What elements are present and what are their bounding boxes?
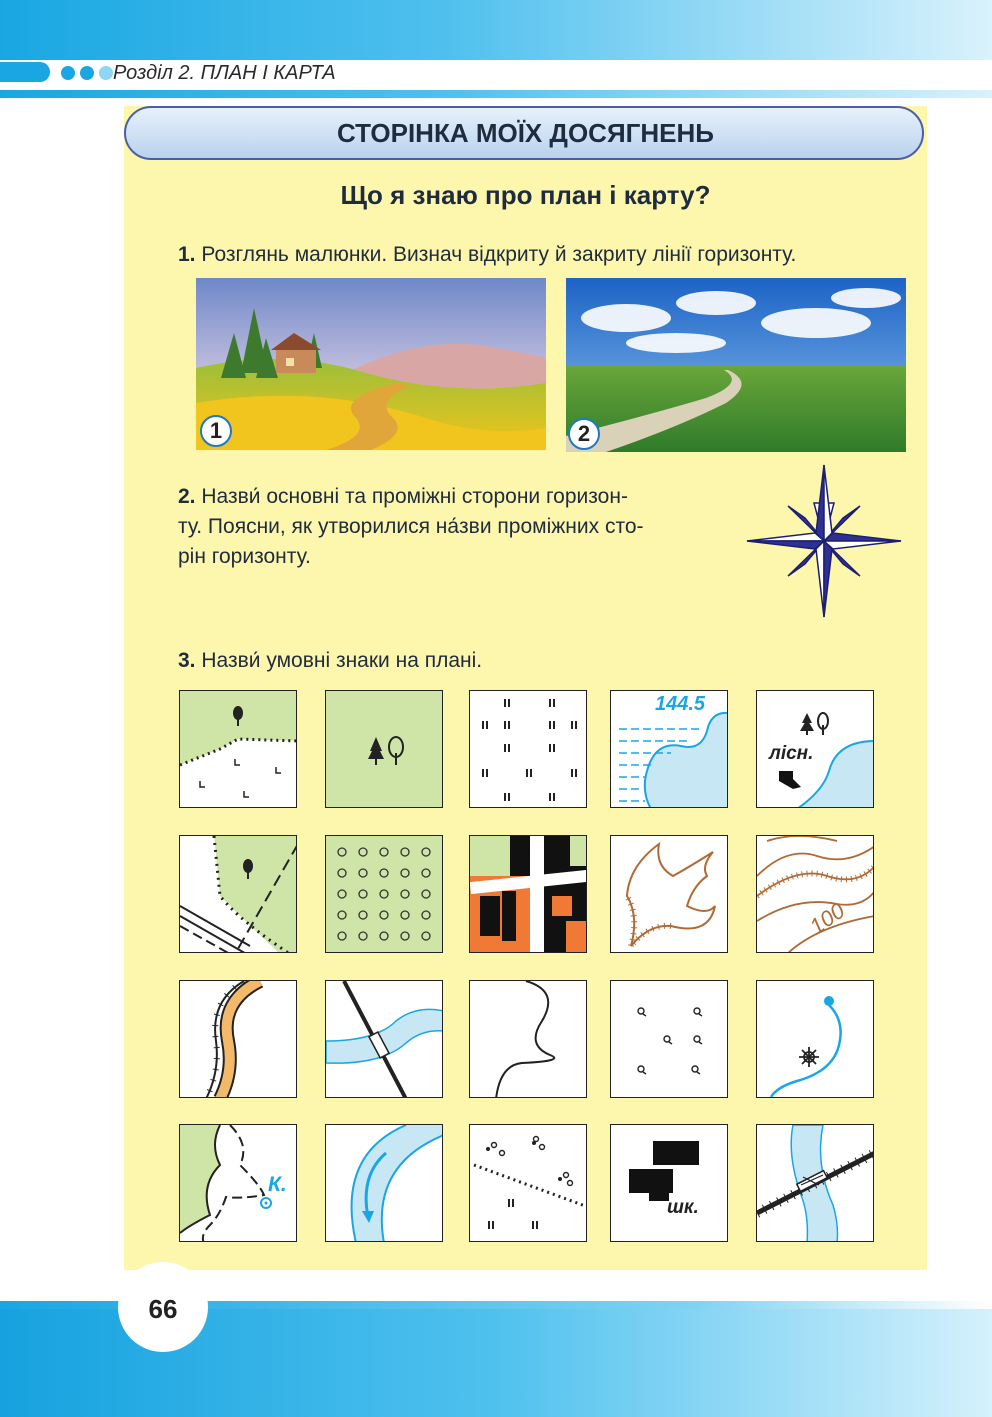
task-2-line-3: рін горизонту. bbox=[178, 545, 311, 568]
symbol-fence-mixed-vegetation bbox=[469, 1124, 587, 1242]
school-label: шк. bbox=[667, 1197, 699, 1218]
symbol-contour-lines bbox=[756, 835, 874, 953]
task-1-number: 1. bbox=[178, 243, 196, 266]
forestry-label: лісн. bbox=[769, 743, 814, 764]
header-dot bbox=[61, 66, 75, 80]
symbol-dirt-road bbox=[469, 980, 587, 1098]
symbol-sparse-trees bbox=[610, 980, 728, 1098]
symbol-highway-railway bbox=[179, 980, 297, 1098]
symbol-mixed-forest bbox=[325, 690, 443, 808]
section-header: Розділ 2. ПЛАН І КАРТА bbox=[113, 62, 336, 84]
well-label: К. bbox=[268, 1173, 287, 1196]
task-2 bbox=[178, 482, 738, 572]
task-3-text: Назви́ умовні знаки на плані. bbox=[201, 649, 483, 672]
symbol-meadow-forest-edge bbox=[179, 690, 297, 808]
task-2-line-2: ту. Поясни, як утворилися на́зви проміжних сто- bbox=[178, 515, 644, 538]
height-mark-label: 144.5 bbox=[655, 693, 706, 715]
header-stripe bbox=[0, 62, 50, 82]
symbol-forestry-building bbox=[756, 690, 874, 808]
page-subtitle: Що я знаю про план і карту? bbox=[340, 180, 711, 210]
hills-illustration bbox=[196, 278, 546, 450]
picture-1-badge: 1 bbox=[200, 415, 232, 447]
page-number: 66 bbox=[148, 1294, 178, 1324]
symbol-bridge-river bbox=[325, 980, 443, 1098]
task-2-number: 2. bbox=[178, 485, 196, 508]
header-dot bbox=[99, 66, 113, 80]
task-1 bbox=[178, 240, 918, 270]
symbol-settlement-blocks bbox=[469, 835, 587, 953]
symbol-grass-meadow bbox=[469, 690, 587, 808]
task-1-text: Розглянь малюнки. Визнач відкриту й закриту лінії горизонту. bbox=[201, 243, 797, 266]
symbol-river-flow bbox=[325, 1124, 443, 1242]
symbol-well-path bbox=[179, 1124, 297, 1242]
task-3-number: 3. bbox=[178, 649, 196, 672]
symbol-orchard bbox=[325, 835, 443, 953]
symbol-spring-stream bbox=[756, 980, 874, 1098]
symbol-school-buildings bbox=[610, 1124, 728, 1242]
symbol-marsh-water bbox=[610, 690, 728, 808]
landscape-picture-2 bbox=[566, 278, 906, 452]
field-photo bbox=[566, 278, 906, 452]
header-dot bbox=[80, 66, 94, 80]
symbol-railway-bridge bbox=[756, 1124, 874, 1242]
symbol-roads-forest bbox=[179, 835, 297, 953]
task-2-line-1: Назви́ основні та проміжні сторони горизон- bbox=[201, 485, 628, 508]
picture-2-badge: 2 bbox=[568, 418, 600, 450]
landscape-picture-1 bbox=[196, 278, 546, 450]
compass-rose-icon bbox=[745, 463, 903, 619]
task-3 bbox=[178, 646, 878, 676]
page-title: СТОРІНКА МОЇХ ДОСЯГНЕНЬ bbox=[337, 118, 714, 148]
contour-value-label: 100 bbox=[804, 897, 850, 940]
symbol-ravine bbox=[610, 835, 728, 953]
